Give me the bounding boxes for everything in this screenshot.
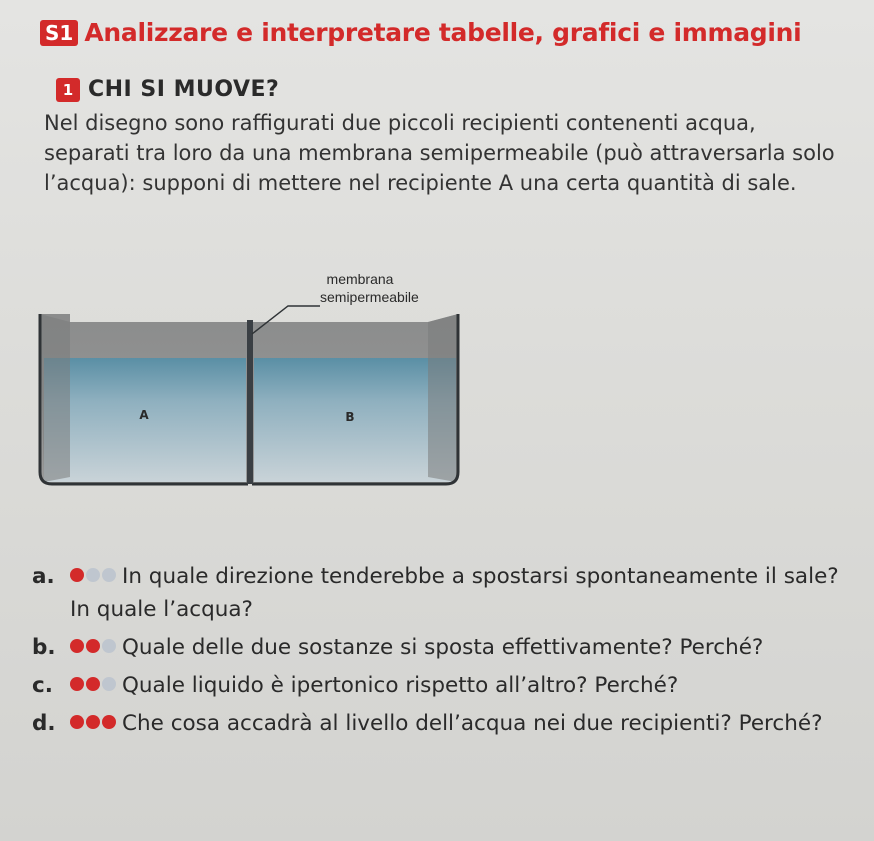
question-text: Quale delle due sostanze si sposta effettivamente? Perché? <box>122 635 764 660</box>
exercise-header <box>56 77 279 102</box>
container-a-label: A <box>139 408 149 422</box>
question-text: Quale liquido è ipertonico rispetto all’altro? Perché? <box>122 673 679 698</box>
difficulty-dot-empty <box>102 639 116 653</box>
question-letter: b. <box>32 635 56 660</box>
exercise-intro: Nel disegno sono raffigurati due piccoli recipienti contenenti acqua, separati tra loro da una membrana semipermeabile (può attraversarla solo l’acqua): supponi di mettere nel recipiente A una certa quantità di sale. <box>44 111 835 195</box>
difficulty-dot-filled <box>70 677 84 691</box>
question-item <box>32 669 862 702</box>
container-a <box>40 314 248 484</box>
difficulty-indicator <box>70 639 116 653</box>
question-item <box>32 707 862 740</box>
question-item <box>32 560 862 626</box>
difficulty-dot-filled <box>70 568 84 582</box>
question-letter: a. <box>32 564 55 589</box>
difficulty-dot-filled <box>70 715 84 729</box>
section-title: Analizzare e interpretare tabelle, grafici e immagini <box>84 18 802 47</box>
section-header <box>40 18 801 47</box>
difficulty-dot-empty <box>102 568 116 582</box>
question-text: Che cosa accadrà al livello dell’acqua nei due recipienti? Perché? <box>122 711 823 736</box>
question-letter: c. <box>32 673 53 698</box>
question-list <box>32 560 862 745</box>
semipermeable-membrane <box>247 320 253 484</box>
membrane-label-line1: membrana <box>326 271 394 287</box>
osmosis-diagram <box>30 262 470 492</box>
question-item <box>32 631 862 664</box>
difficulty-dot-filled <box>102 715 116 729</box>
difficulty-dot-empty <box>86 568 100 582</box>
difficulty-dot-empty <box>102 677 116 691</box>
exercise-number-badge: 1 <box>56 78 80 102</box>
difficulty-dot-filled <box>70 639 84 653</box>
membrane-label-line2: semipermeabile <box>320 289 419 305</box>
difficulty-indicator <box>70 715 116 729</box>
exercise-title: CHI SI MUOVE? <box>88 77 280 102</box>
container-b-label: B <box>345 410 355 424</box>
difficulty-dot-filled <box>86 639 100 653</box>
difficulty-indicator <box>70 568 116 582</box>
difficulty-dot-filled <box>86 677 100 691</box>
difficulty-dot-filled <box>86 715 100 729</box>
question-letter: d. <box>32 711 56 736</box>
question-text: In quale direzione tenderebbe a spostarsi spontaneamente il sale? In quale l’acqua? <box>70 564 839 622</box>
difficulty-indicator <box>70 677 116 691</box>
section-code-badge: S1 <box>40 20 78 46</box>
container-b <box>252 314 458 484</box>
